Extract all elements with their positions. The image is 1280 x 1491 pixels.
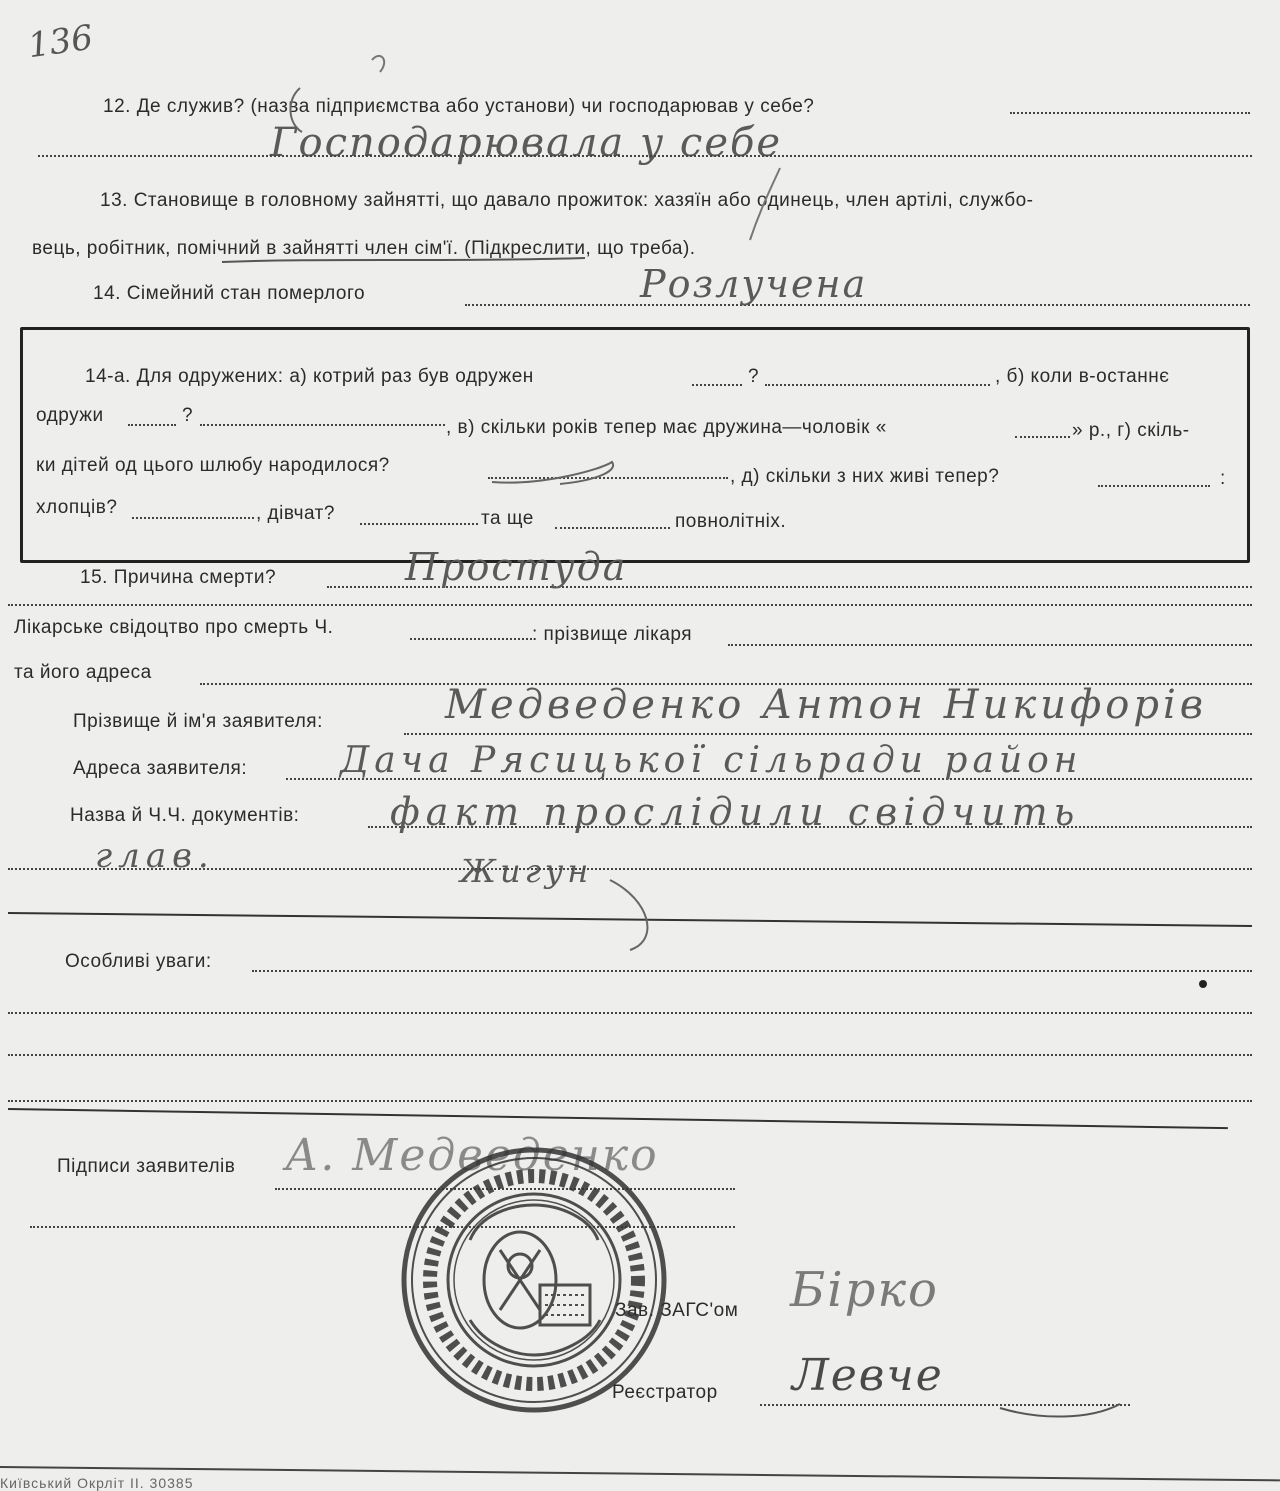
applicant-address-label: Адреса заявителя: — [73, 758, 248, 779]
applicants-signature-label: Підписи заявителів — [57, 1156, 236, 1177]
q15-label: 15. Причина смерти? — [80, 567, 277, 588]
q14a-line-4-c: та ще — [481, 508, 534, 529]
q14a-line-1-q: ? — [748, 366, 760, 387]
q14-answer: Розлучена — [640, 262, 868, 306]
q14a-line-1-b: , б) коли в-останнє — [995, 366, 1170, 387]
q14-label: 14. Сімейний стан померлого — [93, 283, 366, 304]
official-seal — [404, 1150, 664, 1410]
zags-label: Зав. ЗАГС'ом — [615, 1300, 739, 1321]
q14a-line-4-b: , дівчат? — [256, 503, 335, 524]
medical-certificate-label: Лікарське свідоцтво про смерть Ч. — [14, 617, 334, 638]
notes-label: Особливі уваги: — [65, 951, 212, 972]
medical-doctor-label: : прізвище лікаря — [532, 624, 693, 645]
applicant-name-value: Медведенко Антон Никифорів — [445, 682, 1208, 728]
applicant-address-value: Дача Рясицької сільради район — [340, 740, 1083, 781]
medical-address-label: та його адреса — [14, 662, 152, 683]
q14a-line-3-b: , д) скільки з них живі тепер? — [730, 466, 1000, 487]
page-number: 136 — [25, 17, 96, 67]
q12-answer: Господарювала у себе — [270, 120, 783, 166]
q14a-line-3-a: ки дітей од цього шлюбу народилося? — [36, 455, 390, 476]
applicant-name-label: Прізвище й ім'я заявителя: — [73, 711, 323, 732]
q13-line-1: 13. Становище в головному зайнятті, що давало прожиток: хазяїн або одинець, член артілі, службо- — [100, 190, 1034, 211]
applicant-docs-value-3: Жигун — [460, 852, 593, 890]
printer-footer: Київський Окрліт II. 30385 — [0, 1475, 194, 1491]
q13-line-2: вець, робітник, помічний в зайнятті член сім'ї. (Підкреслити, що треба). — [32, 238, 696, 259]
q14a-line-4-d: повнолітніх. — [675, 511, 787, 532]
q14a-line-2-a: одружи — [36, 405, 104, 426]
q12-label: 12. Де служив? (назва підприємства або установи) чи господарював у себе? — [103, 96, 815, 117]
q14a-line-3-c: : — [1220, 468, 1226, 489]
registrar-signature: Левче — [792, 1350, 944, 1401]
applicant-docs-label: Назва й Ч.Ч. документів: — [70, 805, 300, 826]
q15-answer: Простуда — [405, 545, 628, 589]
registrar-label: Реєстратор — [612, 1382, 718, 1403]
q14a-line-2-q: ? — [182, 405, 194, 426]
applicant-docs-value-2: глав. — [95, 836, 215, 876]
applicant-docs-value: факт прослідили свідчить — [390, 790, 1081, 834]
q14a-line-4-a: хлопців? — [36, 497, 118, 518]
q14a-line-2-c: » р., г) скіль- — [1072, 420, 1190, 441]
applicants-signature: А. Медведенко — [285, 1130, 659, 1181]
zags-signature: Бірко — [790, 1262, 939, 1318]
q14a-line-2-b: , в) скільки років тепер має дружина—чоловік « — [446, 417, 887, 438]
q14a-line-1-a: 14-а. Для одружених: а) котрий раз був одружен — [85, 366, 534, 387]
